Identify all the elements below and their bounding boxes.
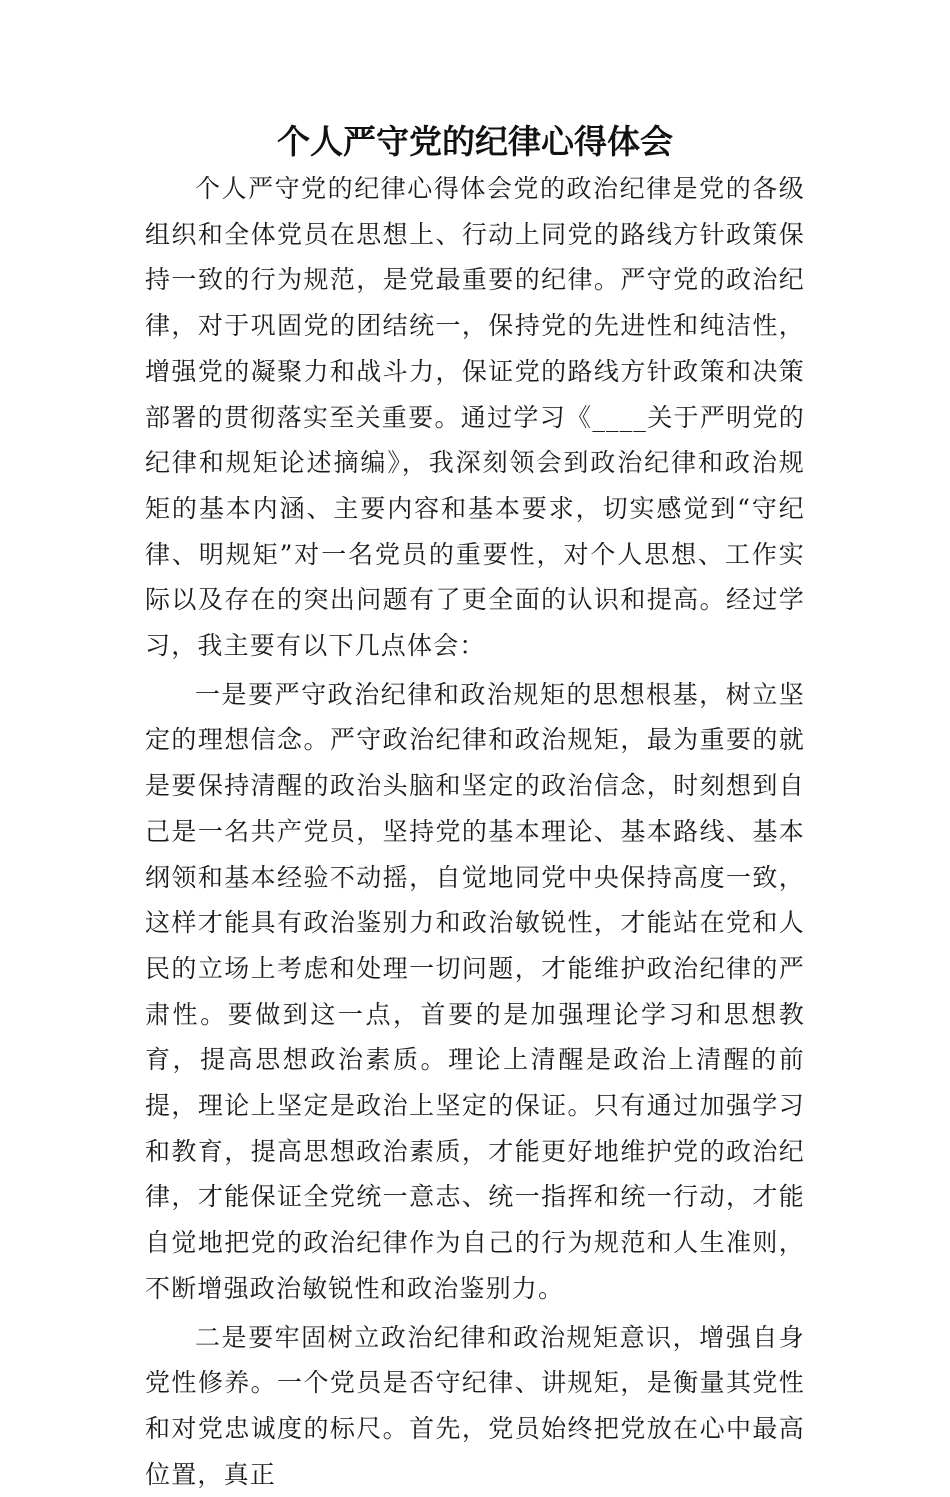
paragraph-intro: 个人严守党的纪律心得体会党的政治纪律是党的各级组织和全体党员在思想上、行动上同党的路线方针政策保持一致的行为规范，是党最重要的纪律。严守党的政治纪律，对于巩固党的团结统一，保持党的先进性和纯洁性，增强党的凝聚力和战斗力，保证党的路线方针政策和决策部署的贯彻落实至关重要。通过学习《____关于严明党的纪律和规矩论述摘编》，我深刻领会到政治纪律和政治规矩的基本内涵、主要内容和基本要求，切实感觉到“守纪律、明规矩”对一名党员的重要性，对个人思想、工作实际以及存在的突出问题有了更全面的认识和提高。经过学习，我主要有以下几点体会： [145,174,805,661]
document-body [145,166,805,1497]
paragraph-point-one: 一是要严守政治纪律和政治规矩的思想根基，树立坚定的理想信念。严守政治纪律和政治规矩，最为重要的就是要保持清醒的政治头脑和坚定的政治信念，时刻想到自己是一名共产党员，坚持党的基本理论、基本路线、基本纲领和基本经验不动摇，自觉地同党中央保持高度一致，这样才能具有政治鉴别力和政治敏锐性，才能站在党和人民的立场上考虑和处理一切问题，才能维护政治纪律的严肃性。要做到这一点，首要的是加强理论学习和思想教育，提高思想政治素质。理论上清醒是政治上清醒的前提，理论上坚定是政治上坚定的保证。只有通过加强学习和教育，提高思想政治素质，才能更好地维护党的政治纪律，才能保证全党统一意志、统一指挥和统一行动，才能自觉地把党的政治纪律作为自己的行为规范和人生准则，不断增强政治敏锐性和政治鉴别力。 [145,679,805,1303]
paragraph-point-two: 二是要牢固树立政治纪律和政治规矩意识，增强自身党性修养。一个党员是否守纪律、讲规矩，是衡量其党性和对党忠诚度的标尺。首先，党员始终把党放在心中最高位置，真正 [145,1322,805,1489]
document-title: 个人严守党的纪律心得体会 [277,122,673,161]
